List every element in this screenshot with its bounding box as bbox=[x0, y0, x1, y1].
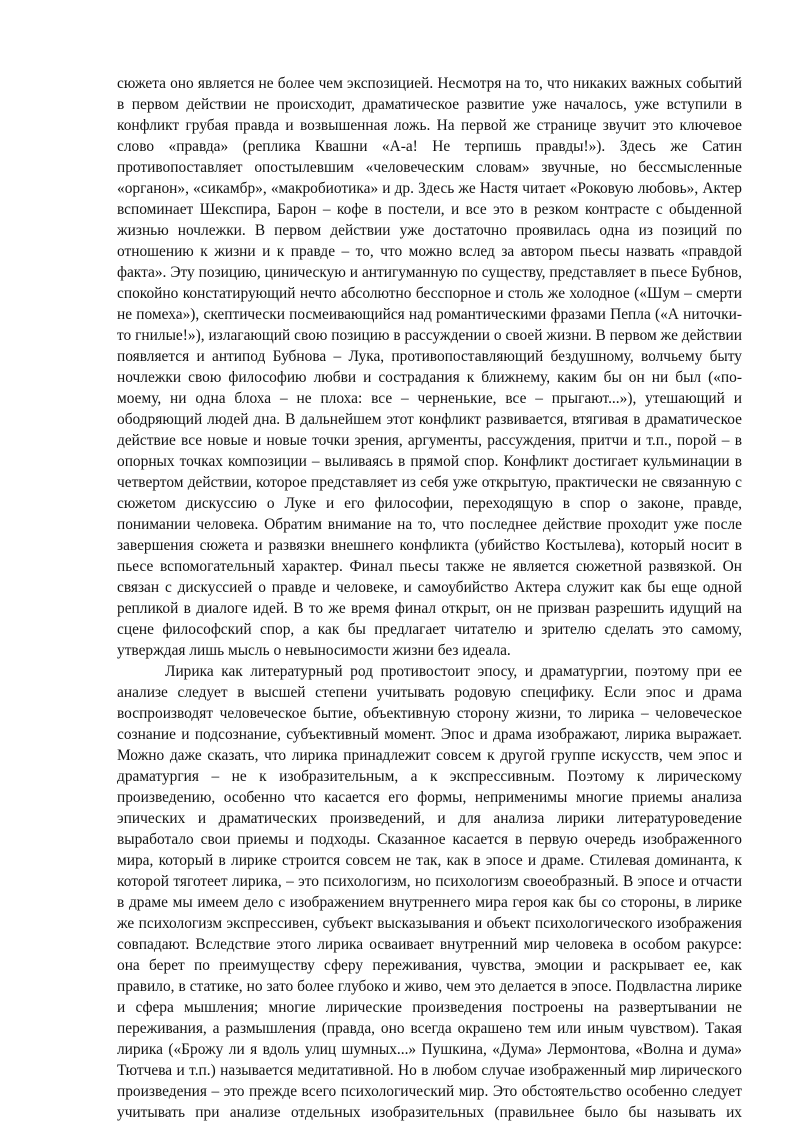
paragraph-1: сюжета оно является не более чем экспозицией. Несмотря на то, что никаких важных событий в первом действии не происходит, драматическое развитие уже началось, уже вступили в конфликт грубая правда и возвышенная ложь. На первой же странице звучит это ключевое слово «правда» (реплика Квашни «А-а! Не терпишь правды!»). Здесь же Сатин противопоставляет опостылевшим «человеческим словам» звучные, но бессмысленные «органон», «сикамбр», «макробиотика» и др. Здесь же Настя читает «Роковую любовь», Актер вспоминает Шекспира, Барон – кофе в постели, и все это в резком контрасте с обыденной жизнью ночлежки. В первом действии уже достаточно проявилась одна из позиций по отношению к жизни и к правде – то, что можно вслед за автором пьесы назвать «правдой факта». Эту позицию, циническую и антигуманную по существу, представляет в пьесе Бубнов, спокойно констатирующий нечто абсолютно бесспорное и столь же холодное («Шум – смерти не помеха»), скептически посмеивающийся над романтическими фразами Пепла («А ниточки-то гнилые!»), излагающий свою позицию в рассуждении о своей жизни. В первом же действии появляется и антипод Бубнова – Лука, противопоставляющий бездушному, волчьему быту ночлежки свою философию любви и сострадания к ближнему, каким бы он ни был («по-моему, ни одна блоха – не плоха: все – черненькие, все – прыгают...»), утешающий и ободряющий людей дна. В дальнейшем этот конфликт развивается, втягивая в драматическое действие все новые и новые точки зрения, аргументы, рассуждения, притчи и т.п., порой – в опорных точках композиции – выливаясь в прямой спор. Конфликт достигает кульминации в четвертом действии, которое представляет из себя уже открытую, практически не связанную с сюжетом дискуссию о Луке и его философии, переходящую в спор о законе, правде, понимании человека. Обратим внимание на то, что последнее действие проходит уже после завершения сюжета и развязки внешнего конфликта (убийство Костылева), который носит в пьесе вспомогательный характер. Финал пьесы также не является сюжетной развязкой. Он связан с дискуссией о правде и человеке, и самоубийство Актера служит как бы еще одной репликой в диалоге идей. В то же время финал открыт, он не призван разрешить идущий на сцене философский спор, а как бы предлагает читателю и зрителю сделать это самому, утверждая лишь мысль о невыносимости жизни без идеала. bbox=[117, 75, 742, 659]
document-page bbox=[117, 73, 742, 1123]
paragraph-2: Лирика как литературный род противостоит эпосу, и драматургии, поэтому при ее анализе следует в высшей степени учитывать родовую специфику. Если эпос и драма воспроизводят человеческое бытие, объективную сторону жизни, то лирика – человеческое сознание и подсознание, субъективный момент. Эпос и драма изображают, лирика выражает. Можно даже сказать, что лирика принадлежит совсем к другой группе искусств, чем эпос и драматургия – не к изобразительным, а к экспрессивным. Поэтому к лирическому произведению, особенно что касается его формы, неприменимы многие приемы анализа эпических и драматических произведений, и для анализа лирики литературоведение выработало свои приемы и подходы. Сказанное касается в первую очередь изображенного мира, который в лирике строится совсем не так, как в эпосе и драме. Стилевая доминанта, к которой тяготеет лирика, – это психологизм, но психологизм своеобразный. В эпосе и отчасти в драме мы имеем дело с изображением внутреннего мира героя как бы со стороны, в лирике же психологизм экспрессивен, субъект высказывания и объект психологического изображения совпадают. Вследствие этого лирика осваивает внутренний мир человека в особом ракурсе: она берет по преимуществу сферу переживания, чувства, эмоции и раскрывает ее, как правило, в статике, но зато более глубоко и живо, чем это делается в эпосе. Подвластна лирике и сфера мышления; многие лирические произведения построены на развертывании не переживания, а размышления (правда, оно всегда окрашено тем или иным чувством). Такая лирика («Брожу ли я вдоль улиц шумных...» Пушкина, «Дума» Лермонтова, «Волна и дума» Тютчева и т.п.) называется медитативной. Но в любом случае изображенный мир лирического произведения – это прежде всего психологический мир. Это обстоятельство особенно следует учитывать при анализе отдельных изобразительных (правильнее было бы называть их bbox=[117, 663, 742, 1121]
